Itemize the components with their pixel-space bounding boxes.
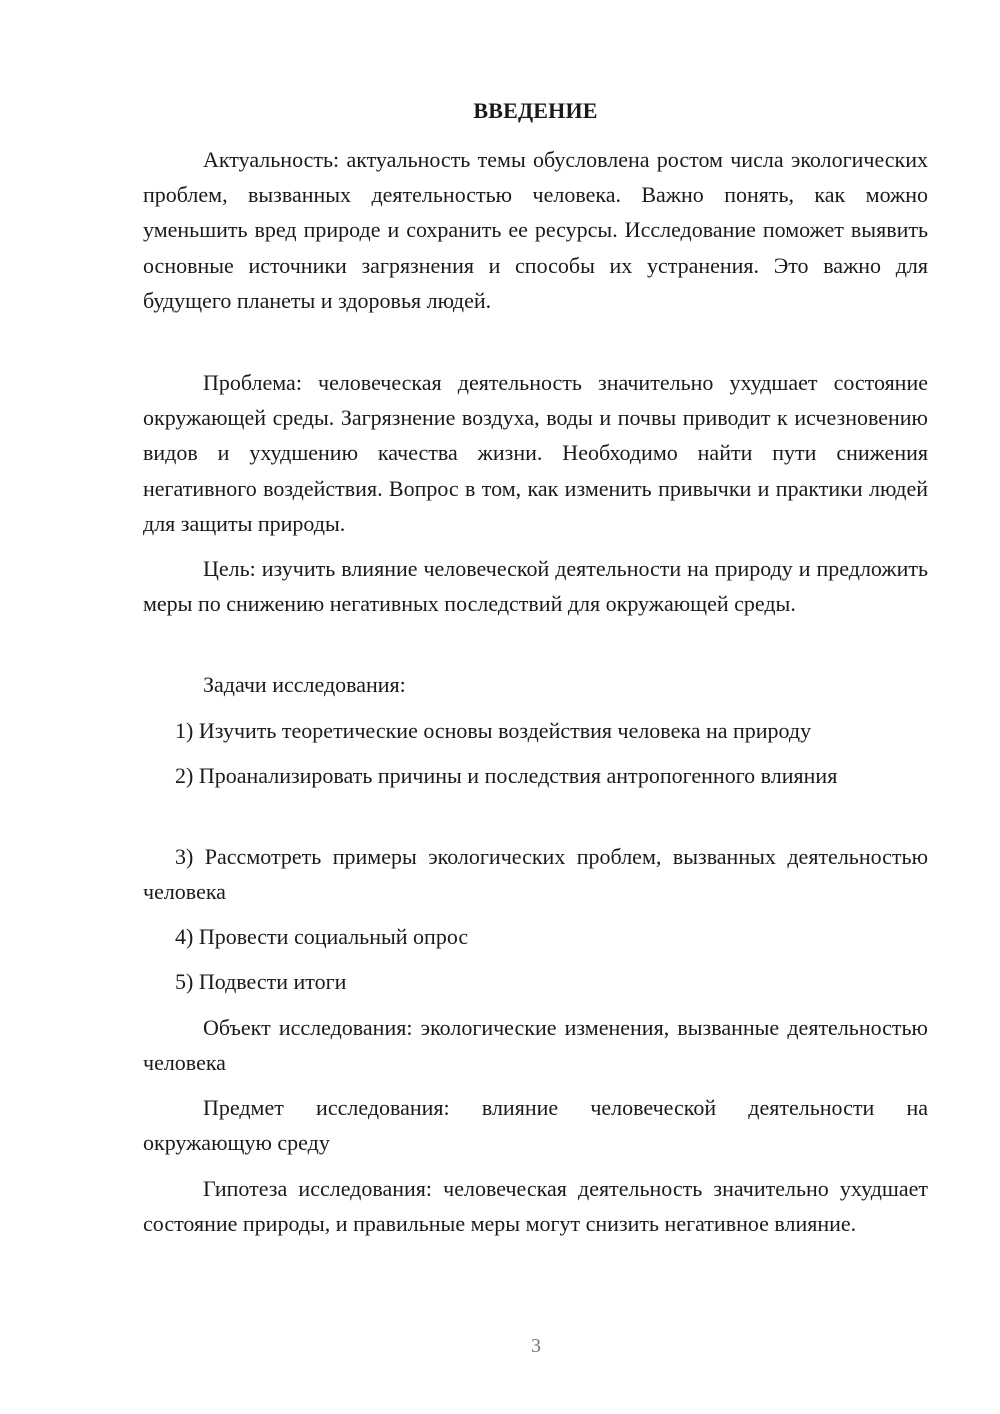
page-number: 3 bbox=[531, 1335, 541, 1357]
problem-paragraph: Проблема: человеческая деятельность значительно ухудшает состояние окружающей среды. Загрязнение воздуха, воды и почвы приводит к исчезновению видов и ухудшению качества жизни. Необходимо найти пути снижения негативного воздействия. Вопрос в том, как изменить привычки и практики людей для защиты природы. bbox=[143, 370, 928, 536]
relevance-paragraph: Актуальность: актуальность темы обусловлена ростом числа экологических проблем, вызванных деятельностью человека. Важно понять, как можно уменьшить вред природе и сохранить ее ресурсы. Исследование поможет выявить основные источники загрязнения и способы их устранения. Это важно для будущего планеты и здоровья людей. bbox=[143, 147, 928, 313]
goal-paragraph: Цель: изучить влияние человеческой деятельности на природу и предложить меры по снижению негативных последствий для окружающей среды. bbox=[143, 556, 928, 617]
task-item-4: 4) Провести социальный опрос bbox=[175, 924, 469, 949]
object-paragraph: Объект исследования: экологические изменения, вызванные деятельностью человека bbox=[143, 1015, 928, 1076]
task-item-2: 2) Проанализировать причины и последствия антропогенного влияния bbox=[175, 763, 838, 788]
task-item-5: 5) Подвести итоги bbox=[175, 969, 347, 994]
subject-paragraph: Предмет исследования: влияние человеческой деятельности на окружающую среду bbox=[143, 1095, 928, 1156]
task-item-1: 1) Изучить теоретические основы воздействия человека на природу bbox=[175, 718, 812, 743]
section-title: ВВЕДЕНИЕ bbox=[473, 98, 598, 123]
hypothesis-paragraph: Гипотеза исследования: человеческая деятельность значительно ухудшает состояние природы, и правильные меры могут снизить негативное влияние. bbox=[143, 1176, 928, 1237]
tasks-heading: Задачи исследования: bbox=[203, 672, 406, 697]
task-item-3: 3) Рассмотреть примеры экологических проблем, вызванных деятельностью человека bbox=[143, 844, 928, 905]
